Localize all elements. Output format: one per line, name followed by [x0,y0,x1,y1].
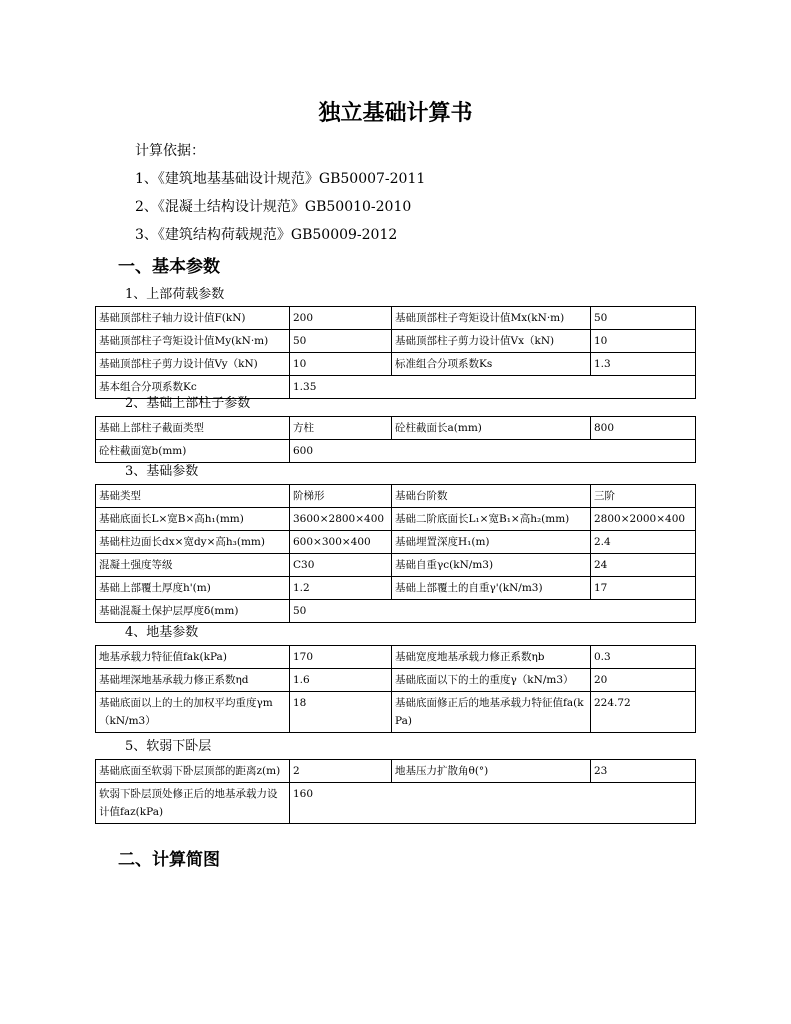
table-cell: 17 [591,577,696,600]
subsection-title: 5、软弱下卧层 [125,739,212,754]
table-cell: 23 [591,760,696,783]
table-row [96,600,696,623]
table-cell: 基础底面长L×宽B×高h₁(mm) [96,508,290,531]
table-cell: 20 [591,669,696,692]
table-cell: 1.6 [290,669,392,692]
table-cell: 基础柱边面长dx×宽dy×高h₃(mm) [96,531,290,554]
table-cell: 基础顶部柱子剪力设计值Vy（kN) [96,353,290,376]
table-cell: 基础顶部柱子剪力设计值Vx（kN) [392,330,591,353]
subsection-title: 4、地基参数 [125,625,199,640]
table-cell: 基础台阶数 [392,485,591,508]
table-cell: 200 [290,307,392,330]
basis-heading: 计算依据： [135,143,205,159]
table-cell: 基础底面至软弱下卧层顶部的距离z(m) [96,760,290,783]
table-cell: 地基压力扩散角θ(°) [392,760,591,783]
table-cell: 基础顶部柱子弯矩设计值Mx(kN·m) [392,307,591,330]
table-cell: 砼柱截面宽b(mm) [96,440,290,463]
table-cell: C30 [290,554,392,577]
table-cell: 基础自重γc(kN/m3) [392,554,591,577]
table-cell: 基础上部覆土的自重γ'(kN/m3) [392,577,591,600]
table-row [96,531,696,554]
table-cell: 2800×2000×400 [591,508,696,531]
subsection-title: 1、上部荷载参数 [125,287,225,302]
table-cell: 1.2 [290,577,392,600]
table-cell: 基础埋深地基承载力修正系数ηd [96,669,290,692]
table-row [96,330,696,353]
column-table [95,416,696,463]
table-cell: 基础宽度地基承载力修正系数ηb [392,646,591,669]
table-cell: 基础上部覆土厚度h'(m) [96,577,290,600]
table-row [96,783,696,824]
basis-item: 2、《混凝土结构设计规范》GB50010-2010 [135,199,412,215]
table-cell: 三阶 [591,485,696,508]
table-cell: 基础类型 [96,485,290,508]
table-cell: 基础混凝土保护层厚度δ(mm) [96,600,290,623]
table-cell: 砼柱截面长a(mm) [392,417,591,440]
table-cell: 10 [290,353,392,376]
table-cell: 地基承载力特征值fak(kPa) [96,646,290,669]
table-cell: 160 [290,783,696,824]
table-cell: 2.4 [591,531,696,554]
table-row [96,692,696,733]
soil-table [95,645,696,733]
section-heading: 一、基本参数 [118,257,220,277]
page-title: 独立基础计算书 [318,100,473,126]
table-cell: 600 [290,440,696,463]
load-table [95,306,696,399]
table-row [96,669,696,692]
table-cell: 1.35 [290,376,696,399]
table-cell: 600×300×400 [290,531,392,554]
table-cell: 基础底面修正后的地基承载力特征值fa(kPa) [392,692,591,733]
table-cell: 3600×2800×400 [290,508,392,531]
foundation-table [95,484,696,623]
table-cell: 基础底面以下的土的重度γ（kN/m3） [392,669,591,692]
table-cell: 方柱 [290,417,392,440]
table-cell: 1.3 [591,353,696,376]
subsection-title: 3、基础参数 [125,464,199,479]
weak-layer-table [95,759,696,824]
table-cell: 800 [591,417,696,440]
table-row [96,353,696,376]
basis-item: 3、《建筑结构荷载规范》GB50009-2012 [135,227,398,243]
table-cell: 0.3 [591,646,696,669]
table-cell: 基础上部柱子截面类型 [96,417,290,440]
table-row [96,646,696,669]
table-cell: 224.72 [591,692,696,733]
table-cell: 阶梯形 [290,485,392,508]
table-cell: 2 [290,760,392,783]
table-cell: 基础二阶底面长L₁×宽B₁×高h₂(mm) [392,508,591,531]
table-cell: 基础埋置深度H₁(m) [392,531,591,554]
table-cell: 24 [591,554,696,577]
table-cell: 18 [290,692,392,733]
table-cell: 软弱下卧层顶处修正后的地基承载力设计值faz(kPa) [96,783,290,824]
table-cell: 标准组合分项系数Ks [392,353,591,376]
table-cell: 基础顶部柱子轴力设计值F(kN) [96,307,290,330]
basis-item: 1、《建筑地基基础设计规范》GB50007-2011 [135,171,426,187]
table-cell: 混凝土强度等级 [96,554,290,577]
table-row [96,485,696,508]
table-row [96,554,696,577]
table-cell: 50 [591,307,696,330]
table-cell: 170 [290,646,392,669]
table-cell: 10 [591,330,696,353]
table-cell: 基础底面以上的土的加权平均重度γm（kN/m3） [96,692,290,733]
table-row [96,508,696,531]
table-row [96,417,696,440]
table-cell: 50 [290,600,696,623]
table-row [96,577,696,600]
section-heading: 二、计算简图 [118,850,220,870]
table-row [96,307,696,330]
table-cell: 基本组合分项系数Kc [96,376,290,399]
table-cell: 基础顶部柱子弯矩设计值My(kN·m) [96,330,290,353]
table-cell: 50 [290,330,392,353]
table-row [96,760,696,783]
subsection-title: 2、基础上部柱子参数 [125,396,251,411]
